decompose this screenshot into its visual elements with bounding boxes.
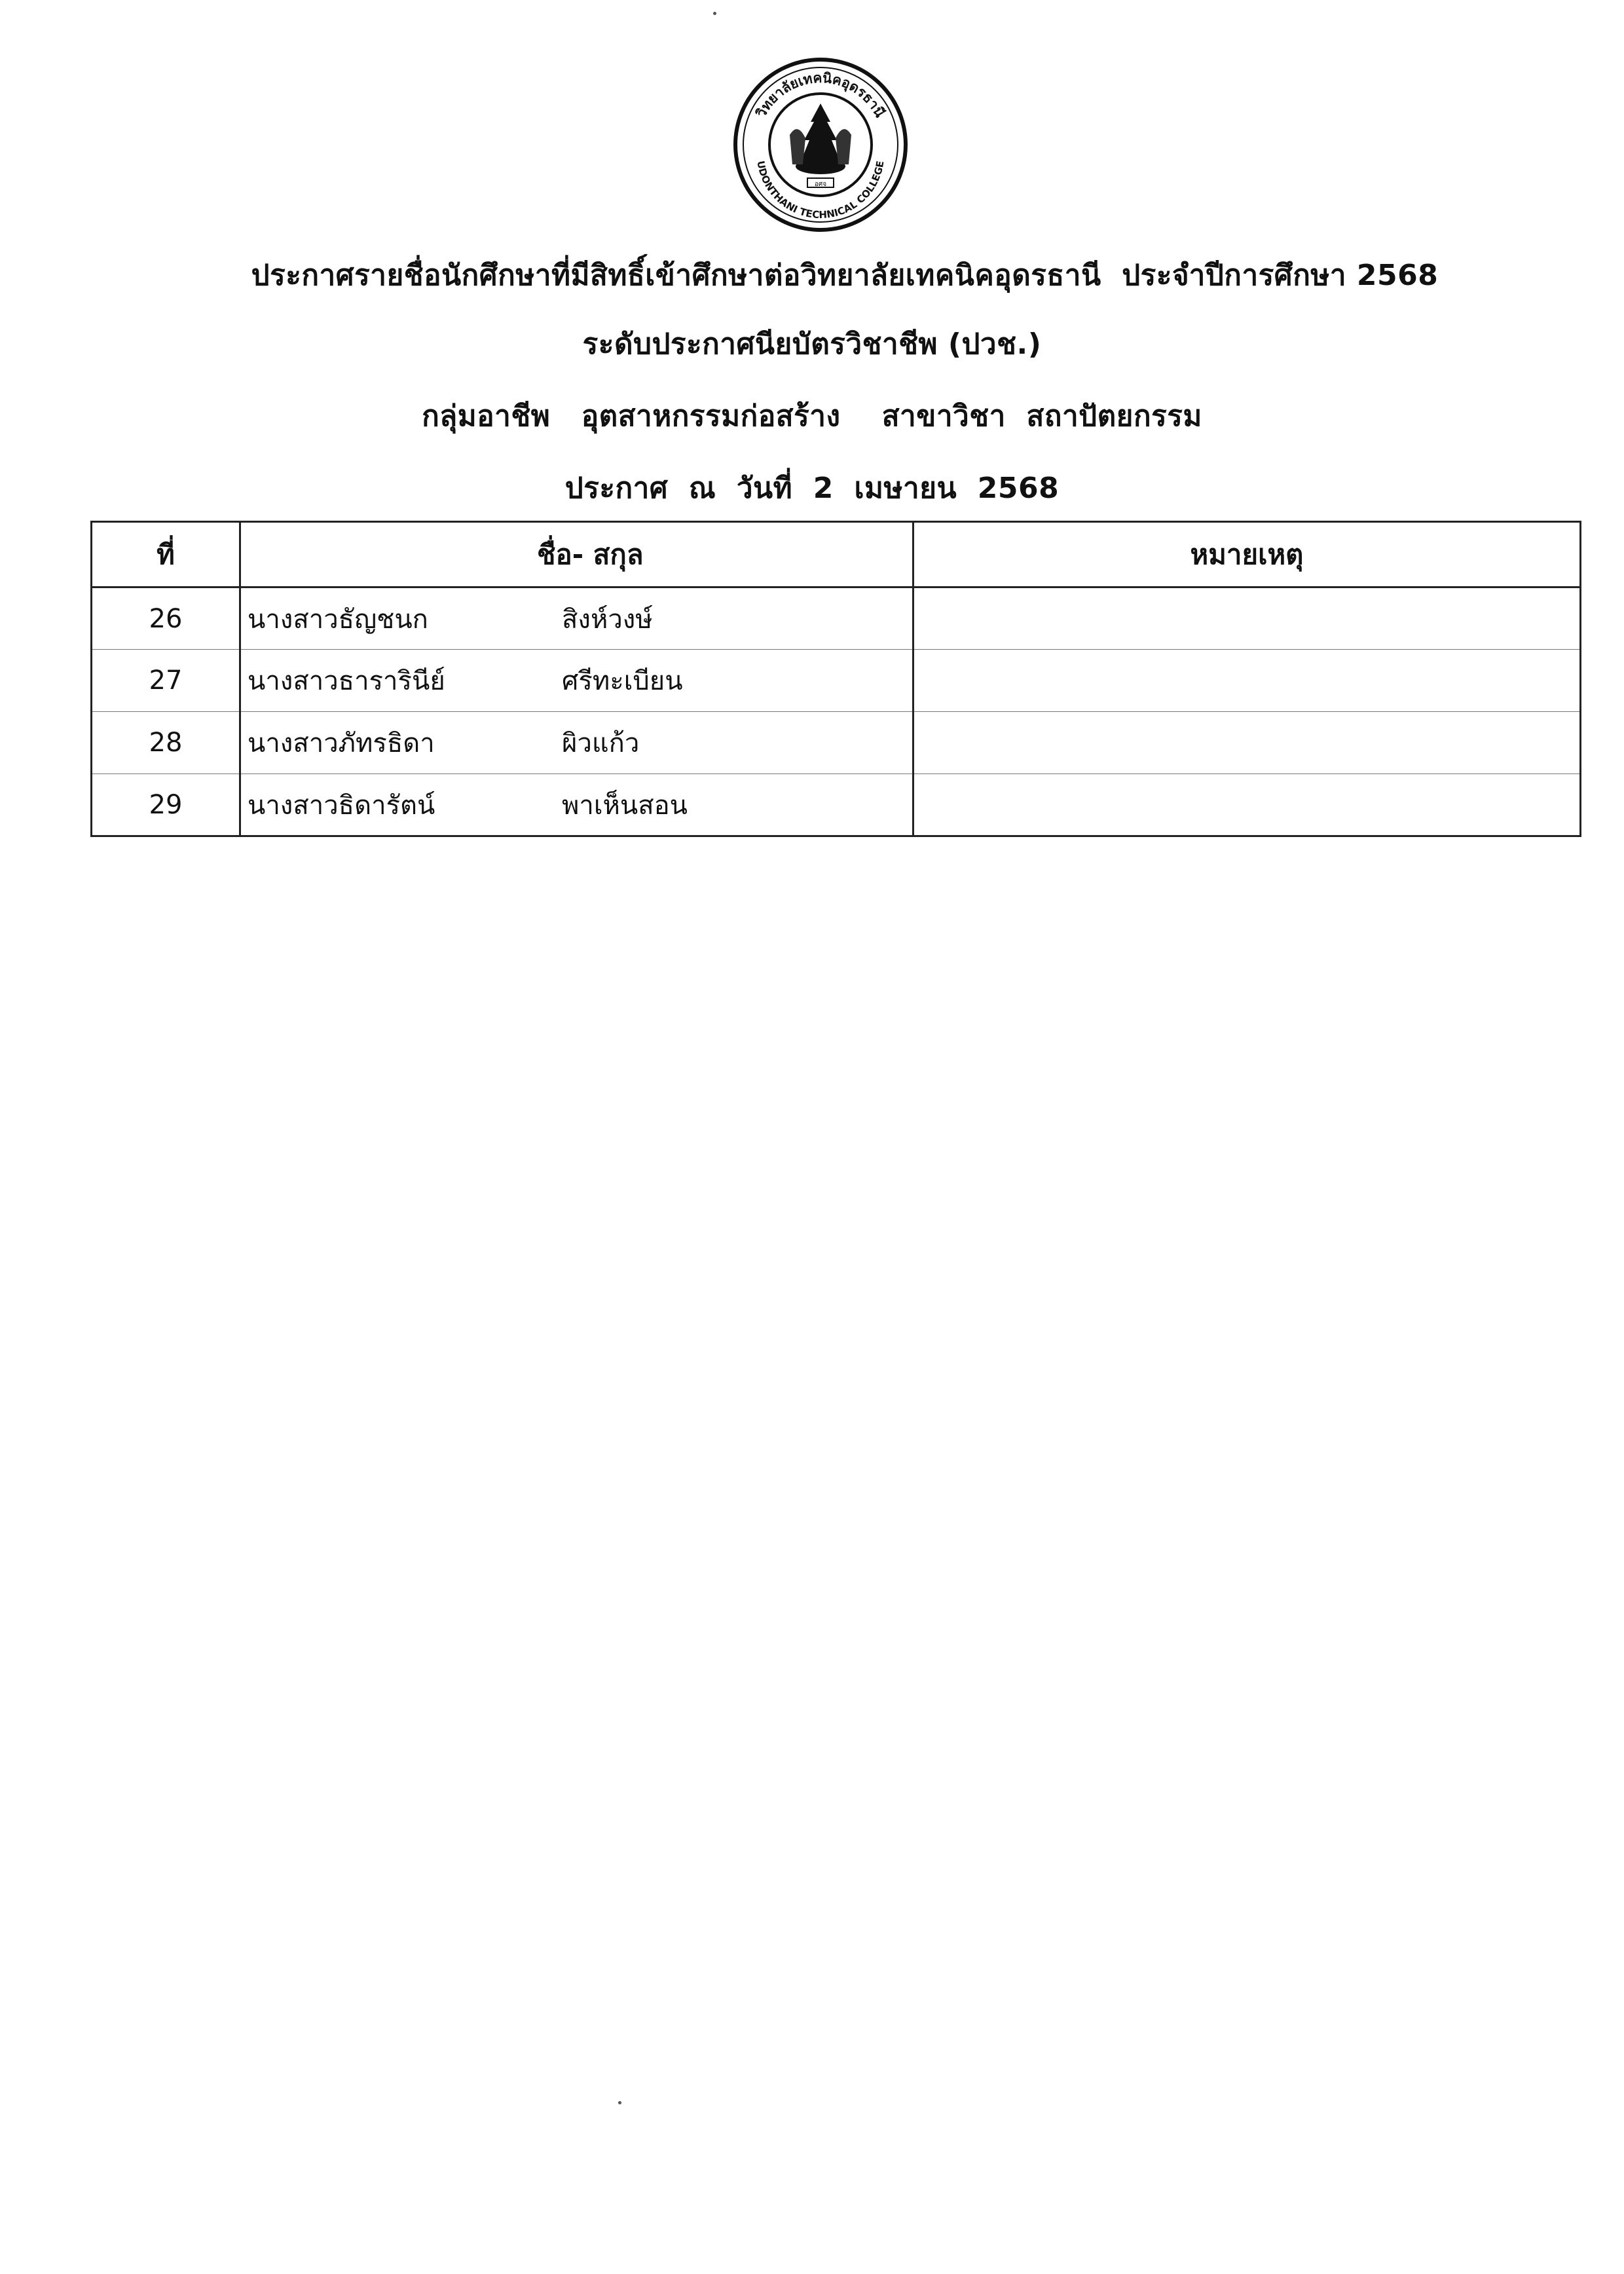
scan-speck bbox=[618, 2101, 621, 2104]
college-seal-logo bbox=[732, 56, 909, 233]
seal-emblem-figure bbox=[790, 103, 851, 187]
row-last-name: พาเห็นสอน bbox=[562, 790, 688, 821]
row-number: 27 bbox=[92, 650, 240, 712]
row-last-name: สิงห์วงษ์ bbox=[562, 604, 653, 635]
row-remark bbox=[913, 650, 1581, 712]
announcement-title: ประกาศรายชื่อนักศึกษาที่มีสิทธิ์เข้าศึกษาต่อวิทยาลัยเทคนิคอุดรธานี ประจำปีการศึกษา 2568 bbox=[251, 259, 1439, 292]
row-last-name: ศรีทะเบียน bbox=[562, 666, 683, 696]
row-name-cell bbox=[240, 650, 913, 712]
row-remark bbox=[913, 774, 1581, 836]
occupation-group-line: กลุ่มอาชีพ อุตสาหกรรมก่อสร้าง สาขาวิชา สถาปัตยกรรม bbox=[422, 400, 1202, 433]
seal-arc-top-text: วิทยาลัยเทคนิคอุดรธานี bbox=[753, 69, 888, 121]
row-name-cell bbox=[240, 712, 913, 774]
college-seal-graphic bbox=[732, 56, 909, 233]
scan-speck bbox=[713, 12, 716, 15]
row-last-name: ผิวแก้ว bbox=[562, 728, 640, 758]
table-row bbox=[92, 712, 1581, 774]
seal-inner-text: อศจ bbox=[814, 181, 827, 188]
row-first-name: นางสาวธารารินีย์ bbox=[248, 666, 445, 696]
row-number: 28 bbox=[92, 712, 240, 774]
student-roster-table bbox=[90, 521, 1581, 837]
education-level: ระดับประกาศนียบัตรวิชาชีพ (ปวช.) bbox=[582, 327, 1042, 361]
row-number: 29 bbox=[92, 774, 240, 836]
row-remark bbox=[913, 587, 1581, 650]
announcement-date: ประกาศ ณ วันที่ 2 เมษายน 2568 bbox=[564, 472, 1060, 505]
row-number: 26 bbox=[92, 587, 240, 650]
row-first-name: นางสาวธัญชนก bbox=[248, 604, 428, 635]
header-number: ที่ bbox=[92, 522, 240, 587]
table-row bbox=[92, 774, 1581, 836]
table-row bbox=[92, 650, 1581, 712]
header-remark: หมายเหตุ bbox=[913, 522, 1581, 587]
seal-arc-bottom-text: UDONTHANI TECHNICAL COLLEGE bbox=[754, 160, 887, 221]
row-first-name: นางสาวภัทรธิดา bbox=[248, 728, 435, 758]
table-row bbox=[92, 587, 1581, 650]
row-name-cell bbox=[240, 587, 913, 650]
row-remark bbox=[913, 712, 1581, 774]
row-name-cell bbox=[240, 774, 913, 836]
header-name: ชื่อ- สกุล bbox=[240, 522, 913, 587]
row-first-name: นางสาวธิดารัตน์ bbox=[248, 790, 435, 821]
table-header-row bbox=[92, 522, 1581, 587]
